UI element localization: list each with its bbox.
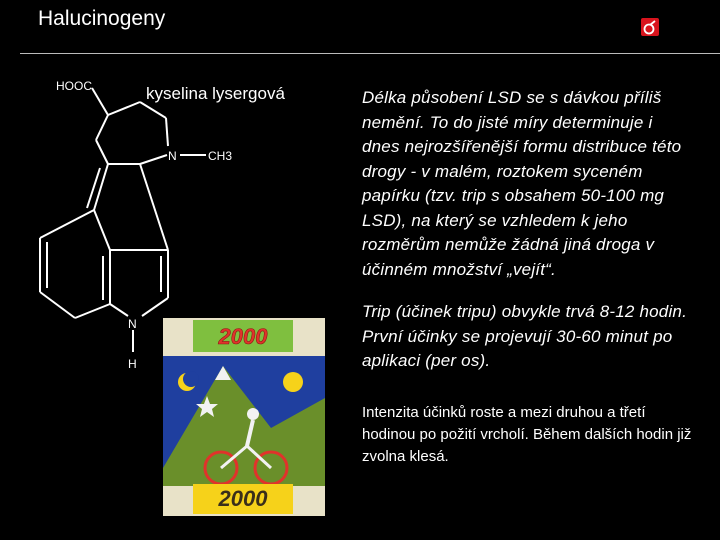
paragraph-trip-length: Trip (účinek tripu) obvykle trvá 8-12 hodin. První účinky se projevují 30-60 minut po aplikaci (per os). xyxy=(362,302,688,370)
hooc-label: HOOC xyxy=(56,79,92,93)
stamp-top-text: 2000 xyxy=(218,324,268,349)
paragraph-duration: Délka působení LSD se s dávkou příliš nemění. To do jisté míry determinuje i dnes nejrozšířenější formu distribuce této drogy - v malém, roztokem syceném papírku (tzv. trip s obsahem 50-100 mg LSD), na který se vzhledem k jeho rozměrům nemůže žádná jiná droga v účinném množství „vejít“. xyxy=(362,88,682,279)
slide-title: Halucinogeny xyxy=(38,7,166,30)
blotter-paper-image xyxy=(163,318,325,516)
h-label: H xyxy=(128,357,137,371)
compound-name: kyselina lysergová xyxy=(146,84,285,103)
stamp-bottom-text: 2000 xyxy=(218,486,268,511)
logo-icon xyxy=(641,18,659,36)
n-indole-label: N xyxy=(128,317,137,331)
paragraph-intensity: Intenzita účinků roste a mezi druhou a třetí hodinou po požití vrcholí. Během dalších hodin již zvolna klesá. xyxy=(362,403,692,465)
description-column xyxy=(362,86,692,468)
ch3-label: CH3 xyxy=(208,149,233,163)
n-methyl-label: N xyxy=(168,149,177,163)
title-divider xyxy=(20,53,720,54)
